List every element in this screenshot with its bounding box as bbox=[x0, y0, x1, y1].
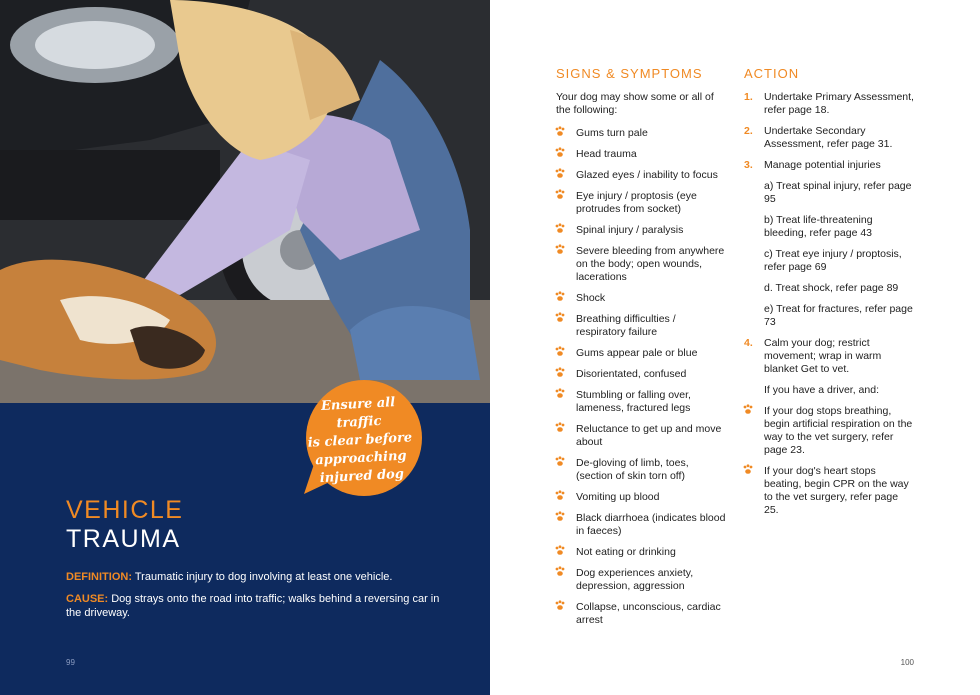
symptom-text: Severe bleeding from anywhere on the body; open wounds, lacerations bbox=[576, 245, 725, 283]
symptom-item bbox=[556, 347, 726, 360]
callout-text bbox=[298, 393, 423, 489]
action-number: 3. bbox=[744, 159, 753, 171]
signs-column bbox=[556, 66, 726, 635]
action-text: Manage potential injuries bbox=[764, 159, 881, 171]
paw-icon bbox=[554, 490, 566, 502]
symptom-text: De-gloving of limb, toes, (section of skin torn off) bbox=[576, 457, 689, 482]
action-number: 4. bbox=[744, 337, 753, 349]
cause-text: Dog strays onto the road into traffic; walks behind a reversing car in the driveway. bbox=[66, 593, 440, 619]
action-text: Undertake Primary Assessment, refer page 18. bbox=[764, 91, 914, 116]
sub-action: b) Treat life-threatening bleeding, refer page 43 bbox=[764, 214, 873, 239]
paw-icon bbox=[554, 566, 566, 578]
symptom-text: Gums appear pale or blue bbox=[576, 347, 698, 359]
paw-icon bbox=[554, 189, 566, 201]
symptom-text: Collapse, unconscious, cardiac arrest bbox=[576, 601, 721, 626]
callout-line: Ensure all traffic bbox=[320, 395, 396, 432]
symptom-item bbox=[556, 224, 726, 237]
action-heading: ACTION bbox=[744, 66, 800, 81]
page-number-right: 100 bbox=[900, 658, 914, 667]
symptom-text: Disorientated, confused bbox=[576, 368, 687, 380]
paw-icon bbox=[742, 404, 754, 416]
symptom-text: Head trauma bbox=[576, 148, 637, 160]
paw-icon bbox=[554, 223, 566, 235]
action-number: 1. bbox=[744, 91, 753, 103]
action-item bbox=[744, 159, 914, 172]
sub-action: a) Treat spinal injury, refer page 95 bbox=[764, 180, 912, 205]
paw-icon bbox=[554, 456, 566, 468]
paw-icon bbox=[554, 600, 566, 612]
symptom-list bbox=[556, 127, 726, 627]
driver-text: If your dog stops breathing, begin artificial respiration on the way to the vet surgery, refer page 23. bbox=[764, 405, 913, 456]
symptom-text: Shock bbox=[576, 292, 606, 304]
right-page bbox=[490, 0, 980, 695]
definition-text: Traumatic injury to dog involving at least one vehicle. bbox=[134, 571, 393, 583]
paw-icon bbox=[742, 464, 754, 476]
driver-intro: If you have a driver, and: bbox=[764, 384, 879, 396]
definition-block bbox=[66, 570, 446, 628]
paw-icon bbox=[554, 346, 566, 358]
symptom-item bbox=[556, 512, 726, 538]
symptom-text: Reluctance to get up and move about bbox=[576, 423, 722, 448]
action-number: 2. bbox=[744, 125, 753, 137]
paw-icon bbox=[554, 126, 566, 138]
page-title-line2: TRAUMA bbox=[66, 525, 181, 553]
driver-item bbox=[744, 405, 914, 457]
symptom-item bbox=[556, 457, 726, 483]
symptom-item bbox=[556, 491, 726, 504]
paw-icon bbox=[554, 291, 566, 303]
action-column bbox=[744, 66, 914, 525]
paw-icon bbox=[554, 545, 566, 557]
definition-paragraph bbox=[66, 570, 446, 584]
symptom-text: Not eating or drinking bbox=[576, 546, 676, 558]
symptom-item bbox=[556, 313, 726, 339]
symptom-text: Breathing difficulties / respiratory failure bbox=[576, 313, 676, 338]
symptom-text: Dog experiences anxiety, depression, aggression bbox=[576, 567, 694, 592]
symptom-item bbox=[556, 389, 726, 415]
callout-line: approaching bbox=[314, 448, 407, 469]
driver-list bbox=[744, 405, 914, 517]
symptom-item bbox=[556, 546, 726, 559]
symptom-item bbox=[556, 567, 726, 593]
action-text: Undertake Secondary Assessment, refer page 31. bbox=[764, 125, 893, 150]
sub-action: c) Treat eye injury / proptosis, refer page 69 bbox=[764, 248, 902, 273]
symptom-item bbox=[556, 292, 726, 305]
paw-icon bbox=[554, 147, 566, 159]
symptom-text: Stumbling or falling over, lameness, fractured legs bbox=[576, 389, 691, 414]
definition-label: DEFINITION: bbox=[66, 571, 132, 583]
signs-intro: Your dog may show some or all of the following: bbox=[556, 91, 714, 116]
symptom-item bbox=[556, 245, 726, 284]
symptom-item bbox=[556, 601, 726, 627]
action-text: Calm your dog; restrict movement; wrap in warm blanket Get to vet. bbox=[764, 337, 882, 375]
symptom-item bbox=[556, 190, 726, 216]
paw-icon bbox=[554, 388, 566, 400]
signs-heading: SIGNS & SYMPTOMS bbox=[556, 66, 703, 81]
photo-illustration bbox=[0, 0, 490, 403]
driver-item bbox=[744, 465, 914, 517]
sub-action: e) Treat for fractures, refer page 73 bbox=[764, 303, 913, 328]
symptom-item bbox=[556, 127, 726, 140]
symptom-text: Eye injury / proptosis (eye protrudes from socket) bbox=[576, 190, 697, 215]
cover-photo bbox=[0, 0, 490, 403]
paw-icon bbox=[554, 244, 566, 256]
paw-icon bbox=[554, 168, 566, 180]
symptom-text: Black diarrhoea (indicates blood in faeces) bbox=[576, 512, 726, 537]
callout-line: is clear before bbox=[307, 430, 413, 451]
cause-label: CAUSE: bbox=[66, 593, 109, 605]
symptom-text: Glazed eyes / inability to focus bbox=[576, 169, 718, 181]
page-title-line1: VEHICLE bbox=[66, 496, 184, 524]
driver-text: If your dog's heart stops beating, begin CPR on the way to the vet surgery, refer page 25. bbox=[764, 465, 909, 516]
paw-icon bbox=[554, 312, 566, 324]
paw-icon bbox=[554, 511, 566, 523]
page-number-left: 99 bbox=[66, 658, 75, 667]
symptom-item bbox=[556, 148, 726, 161]
sub-action: d. Treat shock, refer page 89 bbox=[764, 282, 899, 294]
action-item bbox=[744, 91, 914, 117]
cause-paragraph bbox=[66, 592, 446, 620]
callout-line: injured dog bbox=[319, 466, 405, 487]
symptom-text: Spinal injury / paralysis bbox=[576, 224, 684, 236]
symptom-item bbox=[556, 423, 726, 449]
symptom-text: Gums turn pale bbox=[576, 127, 648, 139]
paw-icon bbox=[554, 422, 566, 434]
action-item bbox=[744, 125, 914, 151]
action-item bbox=[744, 337, 914, 376]
paw-icon bbox=[554, 367, 566, 379]
symptom-item bbox=[556, 169, 726, 182]
symptom-text: Vomiting up blood bbox=[576, 491, 660, 503]
symptom-item bbox=[556, 368, 726, 381]
